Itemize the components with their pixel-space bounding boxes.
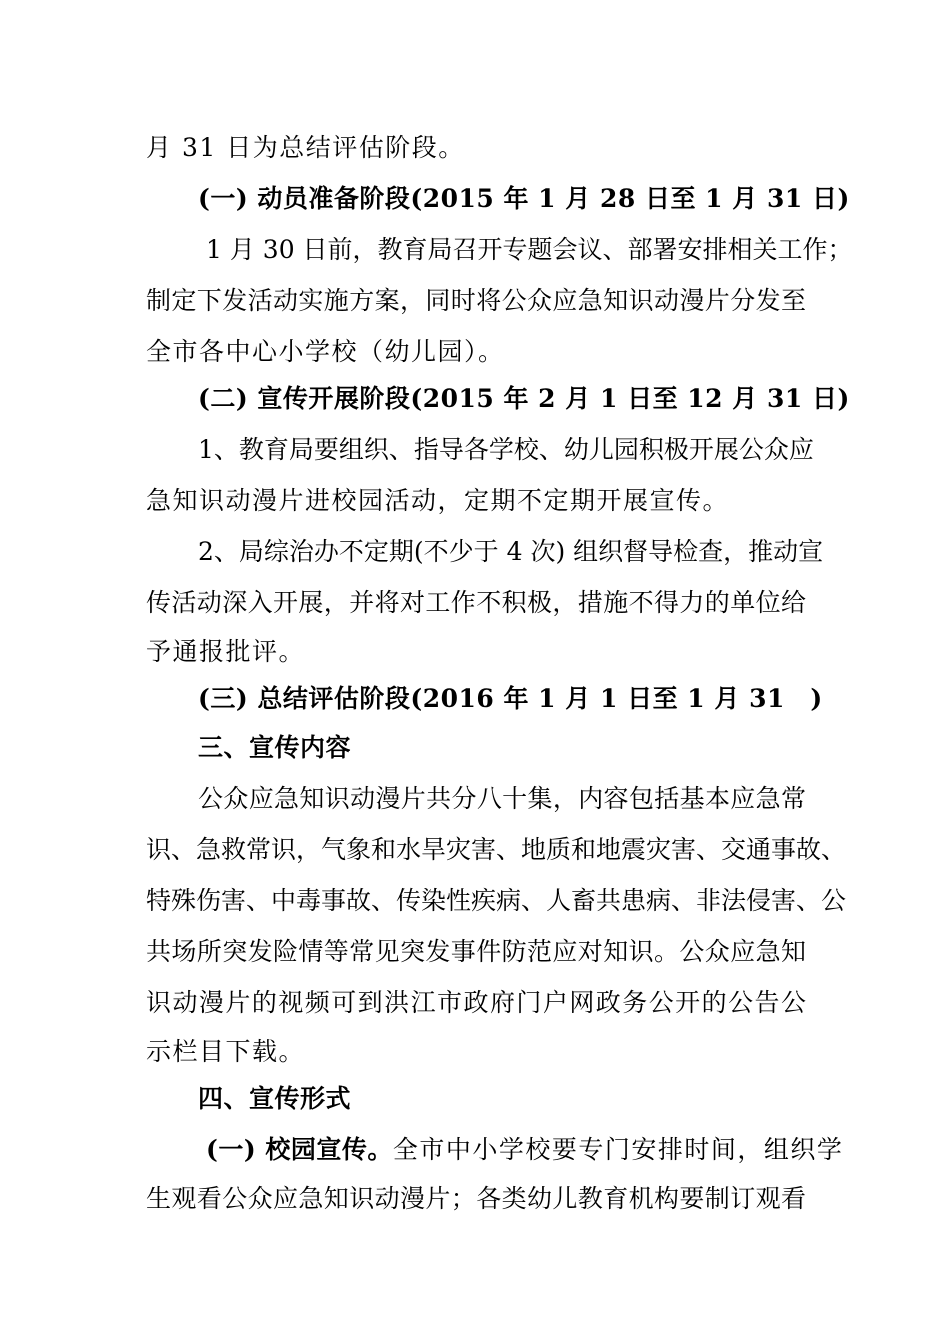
campus-publicity-label: (一) 校园宣传。 xyxy=(206,1135,393,1164)
paragraph-line: 传活动深入开展，并将对工作不积极，措施不得力的单位给 xyxy=(146,588,806,617)
heading-content: 三、宣传内容 xyxy=(198,733,352,762)
paragraph-text: 全市中小学校要专门安排时间，组织学 xyxy=(392,1135,844,1164)
paragraph-line: 示栏目下载。 xyxy=(146,1037,306,1066)
paragraph-line: 予通报批评。 xyxy=(146,637,306,666)
paragraph-line: 识动漫片的视频可到洪江市政府门户网政务公开的公告公 xyxy=(146,988,806,1017)
paragraph-line: 急知识动漫片进校园活动，定期不定期开展宣传。 xyxy=(146,486,730,515)
section-heading-campaign: (二) 宣传开展阶段(2015 年 2 月 1 日至 12 月 31 日) xyxy=(198,384,850,413)
paragraph-line: 全市各中心小学校（幼儿园）。 xyxy=(146,337,505,366)
heading-format: 四、宣传形式 xyxy=(198,1084,352,1113)
paragraph-line: 生观看公众应急知识动漫片；各类幼儿教育机构要制订观看 xyxy=(146,1184,806,1213)
paragraph-line: 特殊伤害、中毒事故、传染性疾病、人畜共患病、非法侵害、公 xyxy=(146,886,847,915)
paragraph-line xyxy=(206,1134,844,1166)
paragraph-line: 2、局综治办不定期(不少于 4 次) 组织督导检查，推动宣 xyxy=(198,537,824,566)
paragraph-line: 月 31 日为总结评估阶段。 xyxy=(146,133,465,162)
paragraph-line: 公众应急知识动漫片共分八十集，内容包括基本应急常 xyxy=(198,784,806,813)
paragraph-line: 识、急救常识，气象和水旱灾害、地质和地震灾害、交通事故、 xyxy=(146,835,847,864)
section-heading-mobilization: (一) 动员准备阶段(2015 年 1 月 28 日至 1 月 31 日) xyxy=(198,184,850,213)
paragraph-line: 1、教育局要组织、指导各学校、幼儿园积极开展公众应 xyxy=(198,435,814,464)
paragraph-line: 制定下发活动实施方案，同时将公众应急知识动漫片分发至 xyxy=(146,286,806,315)
paragraph-line: 1 月 30 日前，教育局召开专题会议、部署安排相关工作； xyxy=(206,235,853,264)
section-heading-evaluation: (三) 总结评估阶段(2016 年 1 月 1 日至 1 月 31 ) xyxy=(198,684,823,713)
paragraph-line: 共场所突发险情等常见突发事件防范应对知识。公众应急知 xyxy=(146,937,806,966)
